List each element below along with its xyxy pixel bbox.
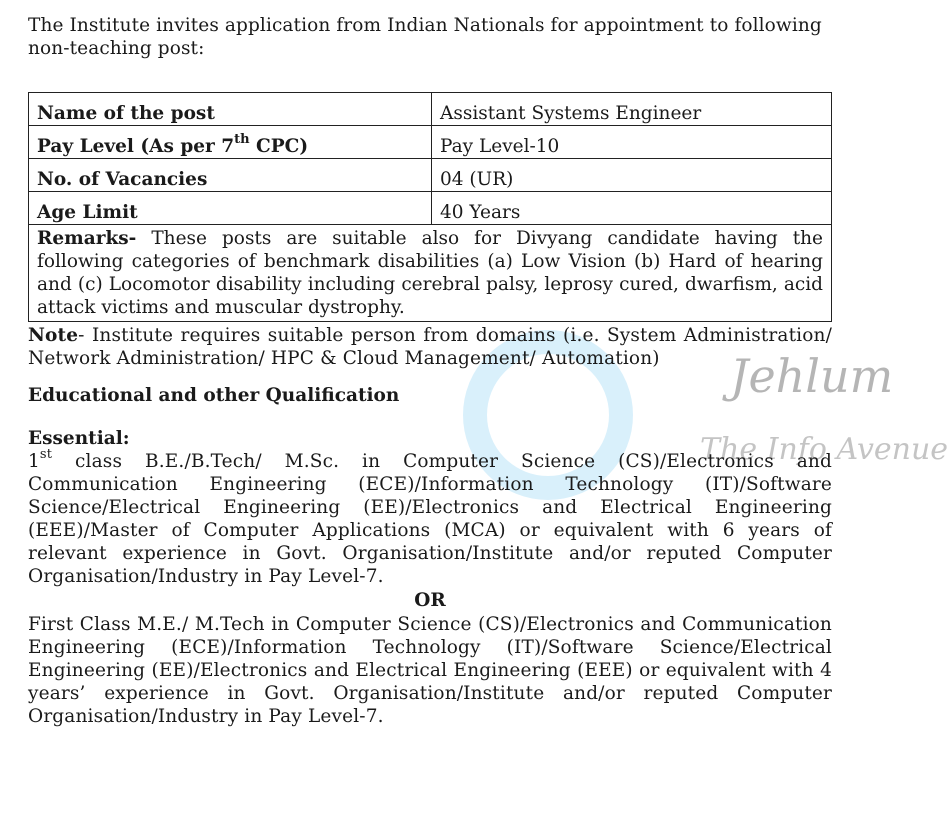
intro-paragraph: The Institute invites application from Indian Nationals for appointment to following non-teaching post:: [28, 15, 822, 59]
or-separator: OR: [414, 590, 446, 611]
qualification-heading: Educational and other Qualification: [28, 385, 400, 406]
watermark-brand: Jehlum: [730, 349, 894, 403]
table-row: [29, 225, 832, 322]
notice-document: [28, 14, 832, 728]
age-limit-value: 40 Years: [432, 192, 832, 225]
post-name-value: Assistant Systems Engineer: [432, 93, 832, 126]
pay-level-label: Pay Level (As per 7th CPC): [29, 126, 432, 159]
age-limit-label: Age Limit: [29, 192, 432, 225]
remarks-label: Remarks-: [37, 228, 137, 249]
essential-heading: Essential:: [28, 428, 130, 449]
vacancies-value: 04 (UR): [432, 159, 832, 192]
remarks-cell: [29, 225, 832, 322]
table-row: [29, 192, 832, 225]
post-details-table: [28, 92, 832, 322]
table-row: [29, 159, 832, 192]
remarks-text: These posts are suitable also for Divyang candidate having the following categories of benchmark disabilities (a) Low Vision (b) Hard of hearing and (c) Locomotor disability including cerebral palsy, leprosy cured, dwarfism, acid attack victims and muscular dystrophy.: [37, 228, 823, 318]
table-row: [29, 93, 832, 126]
note-paragraph: [28, 324, 832, 370]
note-text: - Institute requires suitable person from domains (i.e. System Administration/ Network Administration/ HPC & Cloud Management/ Automation): [28, 325, 832, 369]
vacancies-label: No. of Vacancies: [29, 159, 432, 192]
table-row: [29, 126, 832, 159]
note-label: Note: [28, 325, 79, 346]
pay-level-value: Pay Level-10: [432, 126, 832, 159]
post-name-label: Name of the post: [29, 93, 432, 126]
watermark-tagline: The Info Avenue: [700, 432, 948, 467]
essential-option-1: 1st class B.E./B.Tech/ M.Sc. in Computer Science (CS)/Electronics and Communication Engineering (ECE)/Information Technology (IT)/Software Science/Electrical Engineering (EE)/Electronics and Electrical Engineering (EEE)/Master of Computer Applications (MCA) or equivalent with 6 years of relevant experience in Govt. Organisation/Institute and/or reputed Computer Organisation/Industry in Pay Level-7.: [28, 446, 832, 587]
essential-option-2: First Class M.E./ M.Tech in Computer Science (CS)/Electronics and Communication Engineering (ECE)/Information Technology (IT)/Software Science/Electrical Engineering (EE)/Electronics and Electrical Engineering (EEE) or equivalent with 4 years’ experience in Govt. Organisation/Institute and/or reputed Computer Organisation/Industry in Pay Level-7.: [28, 614, 832, 727]
